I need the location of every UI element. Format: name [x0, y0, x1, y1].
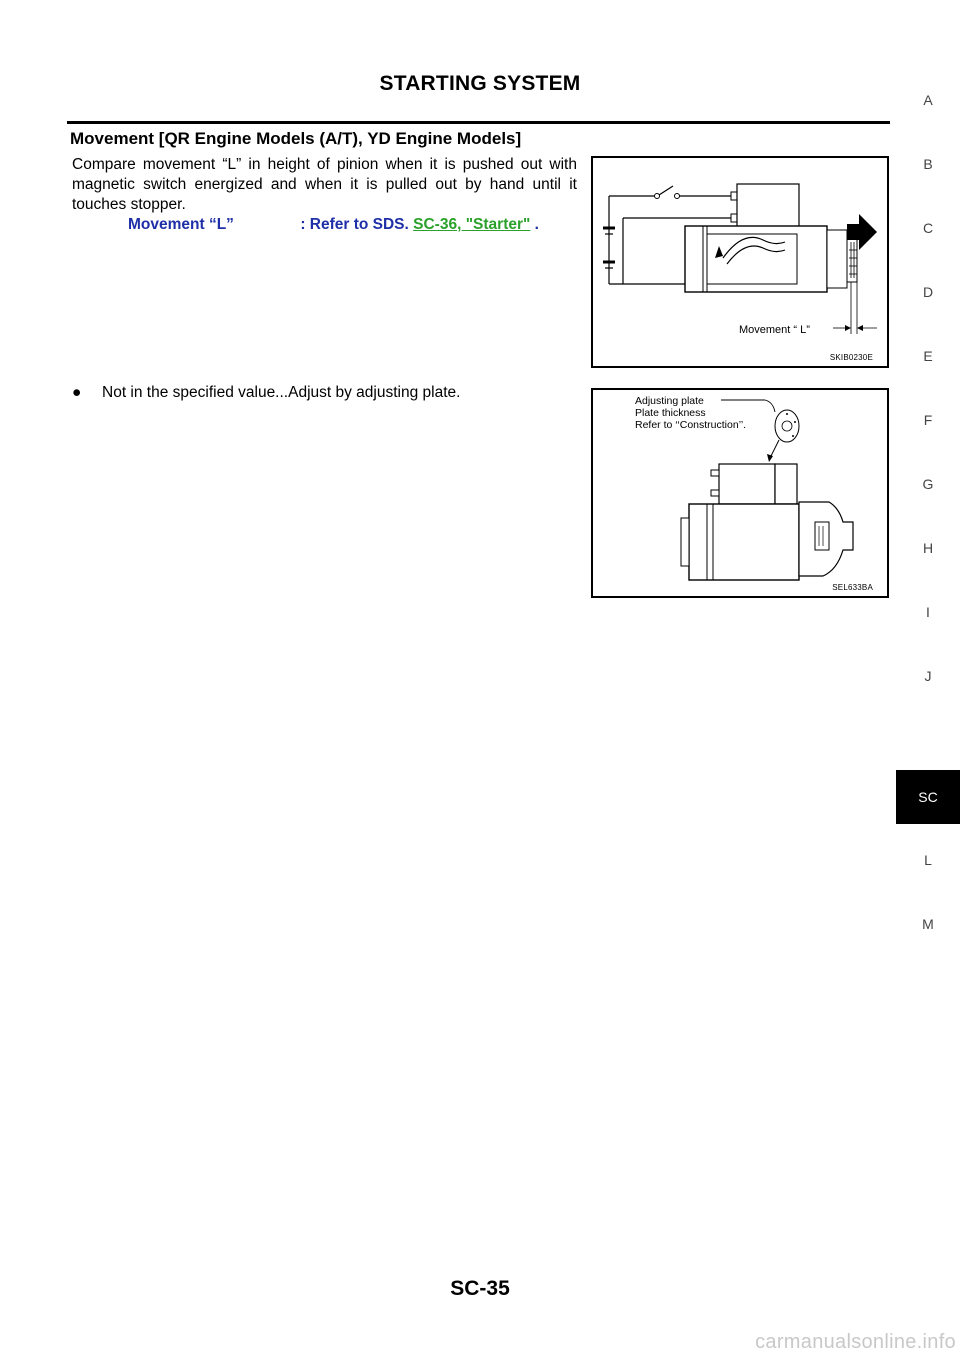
tab-h[interactable]: H	[922, 540, 934, 556]
tab-g[interactable]: G	[922, 476, 934, 492]
tab-l[interactable]: L	[924, 852, 932, 868]
tab-sc-active[interactable]: SC	[896, 770, 960, 824]
tab-m[interactable]: M	[922, 916, 934, 932]
sds-link[interactable]: SC-36, "Starter"	[413, 216, 531, 233]
instruction-paragraph: Compare movement “L” in height of pinion when it is pushed out with magnetic switch energized and when it is pulled out by hand until it touches stopper.	[72, 156, 577, 213]
tab-c[interactable]: C	[922, 220, 934, 236]
figure-code: SKIB0230E	[829, 353, 873, 362]
starter-circuit-diagram	[593, 158, 887, 366]
plate-line-2: Plate thickness	[635, 407, 706, 419]
starter-movement-figure	[591, 156, 889, 368]
spec-end: .	[534, 216, 539, 233]
spec-row	[128, 216, 539, 234]
tab-d[interactable]: D	[922, 284, 934, 300]
bullet-text: Not in the specified value...Adjust by adjusting plate.	[102, 384, 461, 401]
watermark: carmanualsonline.info	[755, 1331, 956, 1353]
page-header: STARTING SYSTEM	[379, 72, 581, 95]
page-number: SC-35	[450, 1277, 510, 1300]
header-rule	[67, 121, 890, 124]
tab-j[interactable]: J	[924, 668, 932, 684]
section-title: Movement [QR Engine Models (A/T), YD Engine Models]	[70, 129, 522, 148]
spec-label: Movement “L”	[128, 216, 234, 233]
spec-value: : Refer to SDS.	[300, 216, 409, 233]
plate-line-3: Refer to ‘‘Construction’’.	[635, 419, 747, 431]
figure-code: SEL633BA	[832, 583, 873, 592]
starter-plate-diagram	[593, 390, 887, 596]
movement-label: Movement “ L”	[739, 324, 810, 336]
adjusting-plate-figure	[591, 388, 889, 598]
tab-a[interactable]: A	[923, 92, 933, 108]
tab-f[interactable]: F	[923, 412, 933, 428]
tab-e[interactable]: E	[923, 348, 933, 364]
plate-line-1: Adjusting plate	[635, 395, 704, 407]
bullet-icon: ●	[72, 384, 82, 401]
tab-i[interactable]: I	[926, 604, 930, 620]
bullet-item	[72, 384, 460, 402]
tab-b[interactable]: B	[923, 156, 933, 172]
section-index	[896, 0, 960, 1358]
